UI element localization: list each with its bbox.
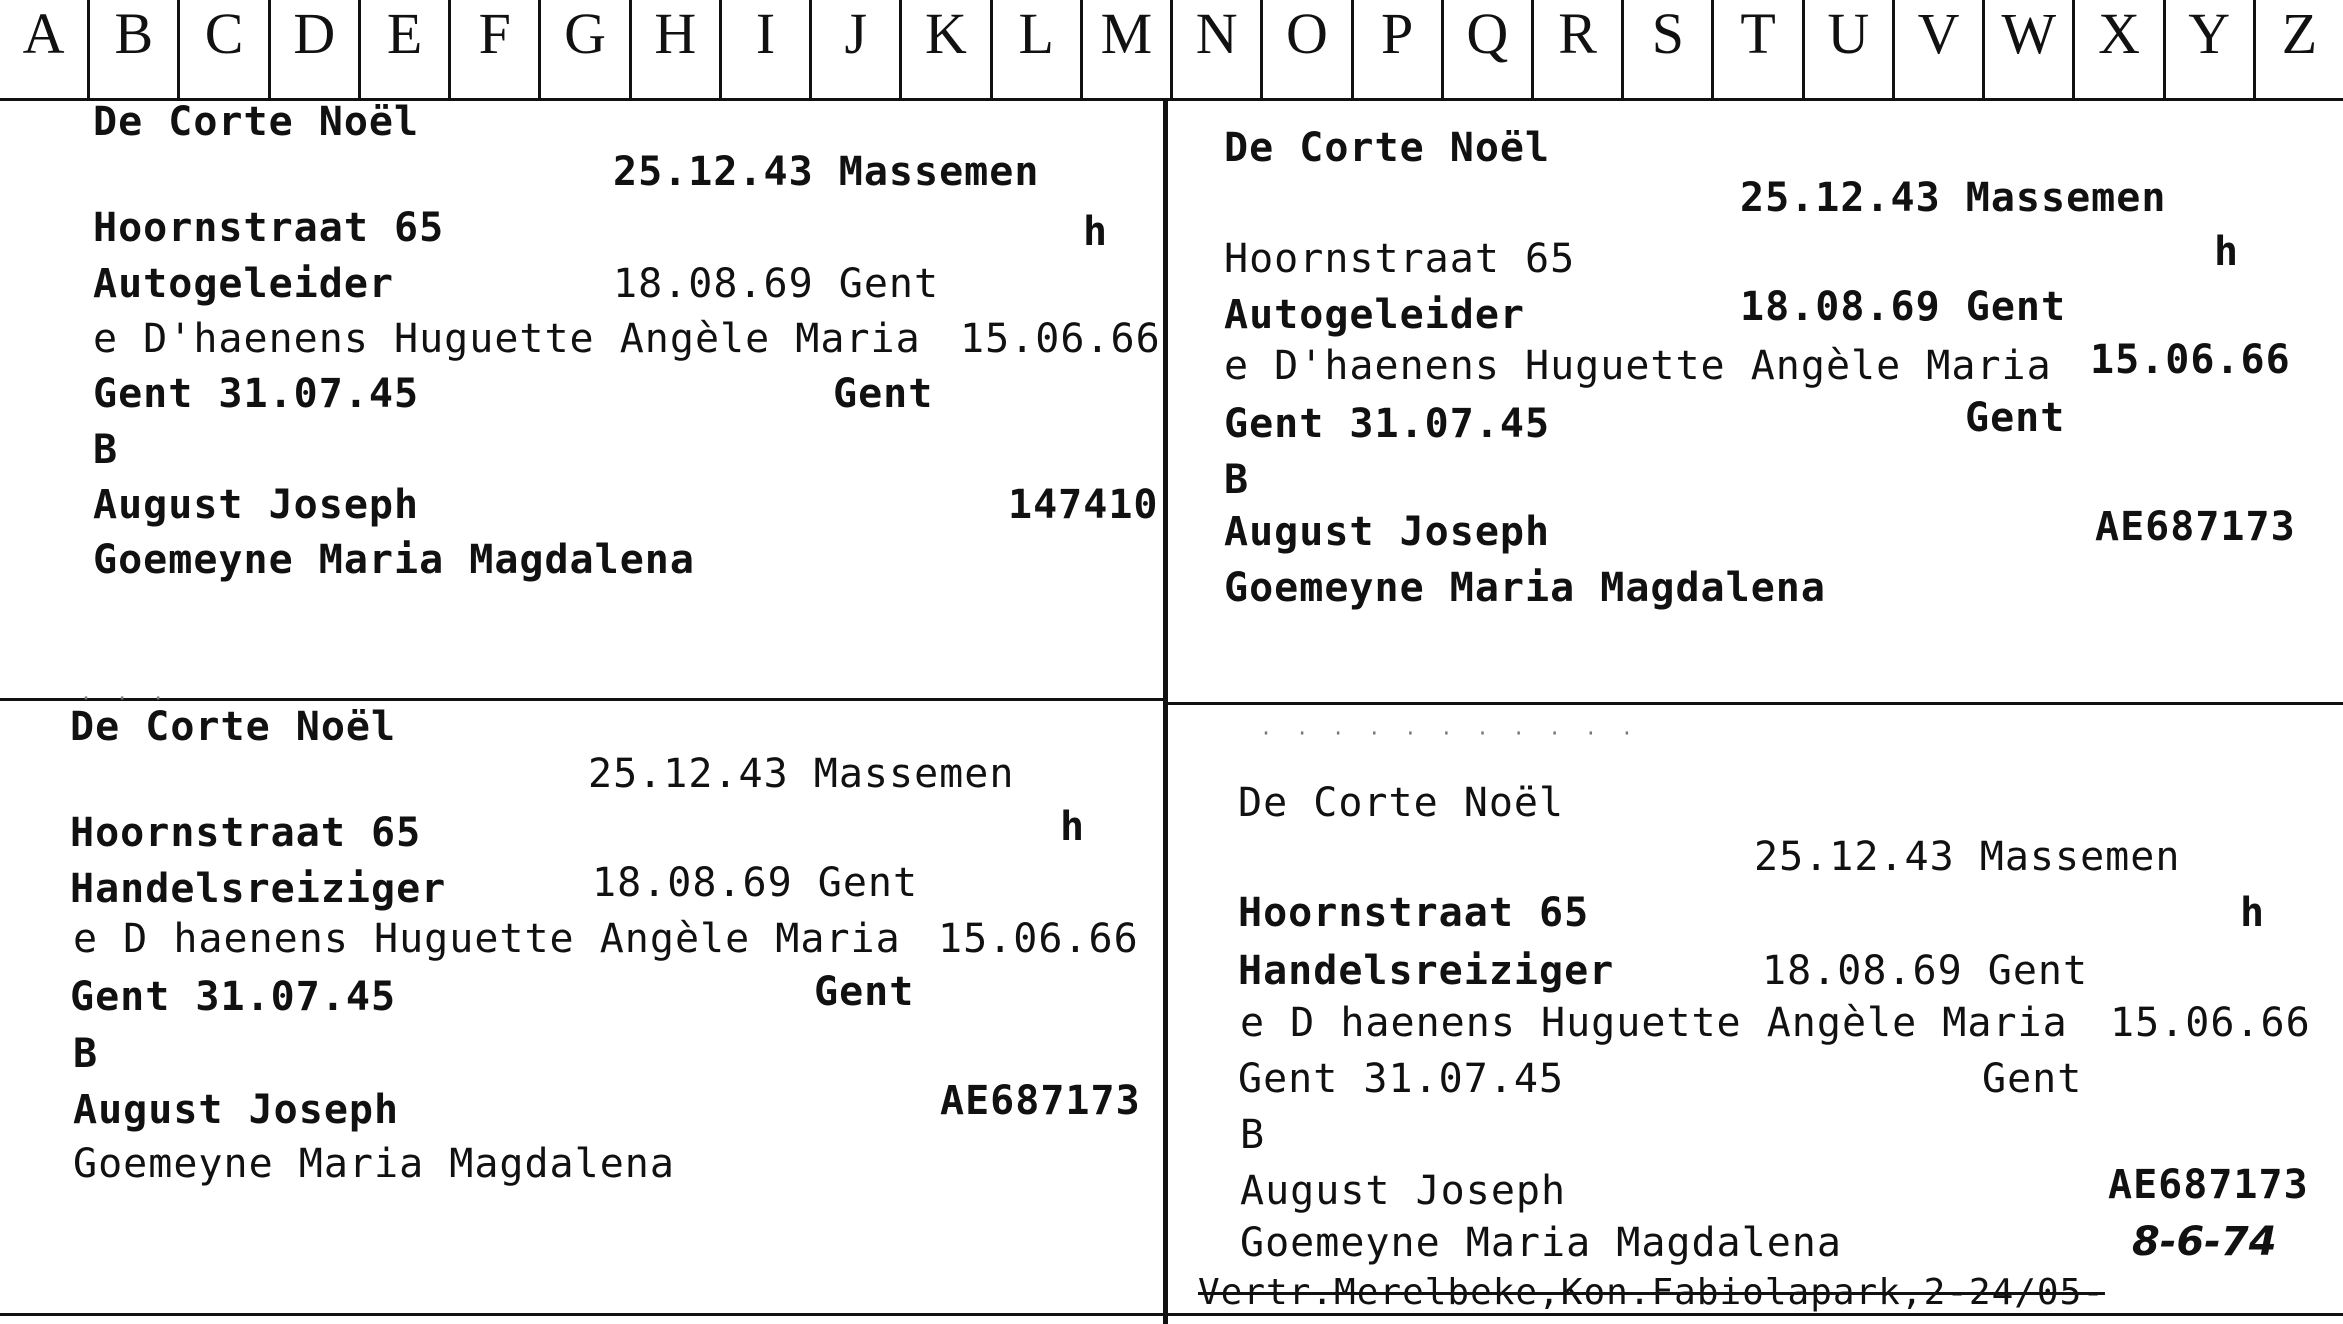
card-nationality: B <box>1240 1112 1266 1158</box>
card-address: Hoornstraat 65 <box>93 205 445 251</box>
card-birth: 25.12.43 Massemen <box>613 149 1040 195</box>
ruler-letter-a: A <box>0 0 90 98</box>
card-occupation-date: 18.08.69 Gent <box>613 261 940 307</box>
ruler-letter-j: J <box>812 0 902 98</box>
card-spouse: e D'haenens Huguette Angèle Maria <box>1224 343 2052 389</box>
ruler-letter-f: F <box>451 0 541 98</box>
ruler-letter-i: I <box>722 0 812 98</box>
card-id-number: AE687173 <box>940 1078 1141 1124</box>
departure-note: Vertr.Merelbeke,Kon.Fabiolapark,2-24/05- <box>1198 1272 2105 1313</box>
alphabet-ruler <box>0 0 2343 101</box>
ruler-letter-b: B <box>90 0 180 98</box>
ruler-letter-k: K <box>902 0 992 98</box>
ruler-letter-g: G <box>541 0 631 98</box>
scan-noise: · · · · · · · · · · · <box>1260 721 1639 745</box>
card-marriage-date: 15.06.66 <box>938 916 1139 962</box>
card-occupation: Autogeleider <box>93 261 394 307</box>
card-spouse-place: Gent <box>814 969 915 1015</box>
scan-noise: · · · <box>80 686 171 710</box>
record-card-bottom-left <box>0 686 1160 1310</box>
record-card-top-left <box>0 100 1160 696</box>
card-id-number: 147410 <box>1008 482 1159 528</box>
card-father: August Joseph <box>93 482 420 528</box>
ruler-letter-o: O <box>1263 0 1353 98</box>
ruler-letter-s: S <box>1624 0 1714 98</box>
card-sex: h <box>1060 804 1086 850</box>
card-marriage-date: 15.06.66 <box>2110 1000 2311 1046</box>
card-birth: 25.12.43 Massemen <box>1740 175 2167 221</box>
card-nationality: B <box>73 1031 99 1077</box>
vertical-divider <box>1163 98 1168 1324</box>
card-address: Hoornstraat 65 <box>70 810 422 856</box>
card-spouse-place: Gent <box>833 371 934 417</box>
card-spouse-place: Gent <box>1982 1056 2083 1102</box>
card-occupation: Handelsreiziger <box>70 866 447 912</box>
card-occupation-date: 18.08.69 Gent <box>1740 284 2067 330</box>
bottom-divider-left <box>0 1313 1163 1316</box>
ruler-letter-x: X <box>2075 0 2165 98</box>
card-sex: h <box>2214 229 2240 275</box>
card-name: De Corte Noël <box>1238 780 1565 826</box>
card-spouse-birth: Gent 31.07.45 <box>70 974 397 1020</box>
card-occupation-date: 18.08.69 Gent <box>592 860 919 906</box>
ruler-letter-v: V <box>1895 0 1985 98</box>
ruler-letter-h: H <box>632 0 722 98</box>
card-name: De Corte Noël <box>70 704 397 750</box>
ruler-letter-p: P <box>1354 0 1444 98</box>
ruler-letter-d: D <box>271 0 361 98</box>
record-card-top-right <box>1170 100 2340 700</box>
card-name: De Corte Noël <box>93 99 420 145</box>
ruler-letter-c: C <box>180 0 270 98</box>
card-spouse-birth: Gent 31.07.45 <box>1224 401 1551 447</box>
card-address: Hoornstraat 65 <box>1238 890 1590 936</box>
card-occupation: Handelsreiziger <box>1238 948 1615 994</box>
horizontal-divider-left <box>0 698 1163 701</box>
card-father: August Joseph <box>73 1087 400 1133</box>
card-spouse-birth: Gent 31.07.45 <box>1238 1056 1565 1102</box>
card-nationality: B <box>93 427 119 473</box>
card-nationality: B <box>1224 457 1250 503</box>
card-spouse: e D haenens Huguette Angèle Maria <box>73 916 901 962</box>
ruler-letter-r: R <box>1534 0 1624 98</box>
card-spouse: e D haenens Huguette Angèle Maria <box>1240 1000 2068 1046</box>
card-father: August Joseph <box>1224 509 1551 555</box>
card-id-number: AE687173 <box>2108 1162 2309 1208</box>
ruler-letter-z: Z <box>2281 1 2318 66</box>
card-father: August Joseph <box>1240 1168 1567 1214</box>
card-mother: Goemeyne Maria Magdalena <box>93 537 695 583</box>
card-mother: Goemeyne Maria Magdalena <box>1240 1220 1842 1266</box>
card-occupation-date: 18.08.69 Gent <box>1762 948 2089 994</box>
card-marriage-date: 15.06.66 <box>2090 337 2291 383</box>
card-occupation: Autogeleider <box>1224 292 1525 338</box>
record-card-bottom-right <box>1170 705 2340 1313</box>
card-marriage-date: 15.06.66 <box>960 316 1161 362</box>
card-name: De Corte Noël <box>1224 125 1551 171</box>
card-sex: h <box>2240 890 2266 936</box>
ruler-letter-w: W <box>1985 0 2075 98</box>
handwritten-date: 8-6-74 <box>2132 1219 2277 1265</box>
ruler-letter-u: U <box>1805 0 1895 98</box>
card-sex: h <box>1083 209 1109 255</box>
card-spouse: e D'haenens Huguette Angèle Maria <box>93 316 921 362</box>
card-id-number: AE687173 <box>2095 504 2296 550</box>
card-birth: 25.12.43 Massemen <box>1754 834 2181 880</box>
card-birth: 25.12.43 Massemen <box>588 751 1015 797</box>
ruler-letter-e: E <box>361 0 451 98</box>
card-address: Hoornstraat 65 <box>1224 236 1576 282</box>
ruler-letter-n: N <box>1173 0 1263 98</box>
ruler-letter-l: L <box>993 0 1083 98</box>
card-spouse-birth: Gent 31.07.45 <box>93 371 420 417</box>
card-mother: Goemeyne Maria Magdalena <box>73 1141 675 1187</box>
ruler-letter-y: Y <box>2166 0 2256 98</box>
ruler-letter-m: M <box>1083 0 1173 98</box>
card-mother: Goemeyne Maria Magdalena <box>1224 565 1826 611</box>
ruler-letter-t: T <box>1714 0 1804 98</box>
card-spouse-place: Gent <box>1965 395 2066 441</box>
ruler-letter-q: Q <box>1444 0 1534 98</box>
